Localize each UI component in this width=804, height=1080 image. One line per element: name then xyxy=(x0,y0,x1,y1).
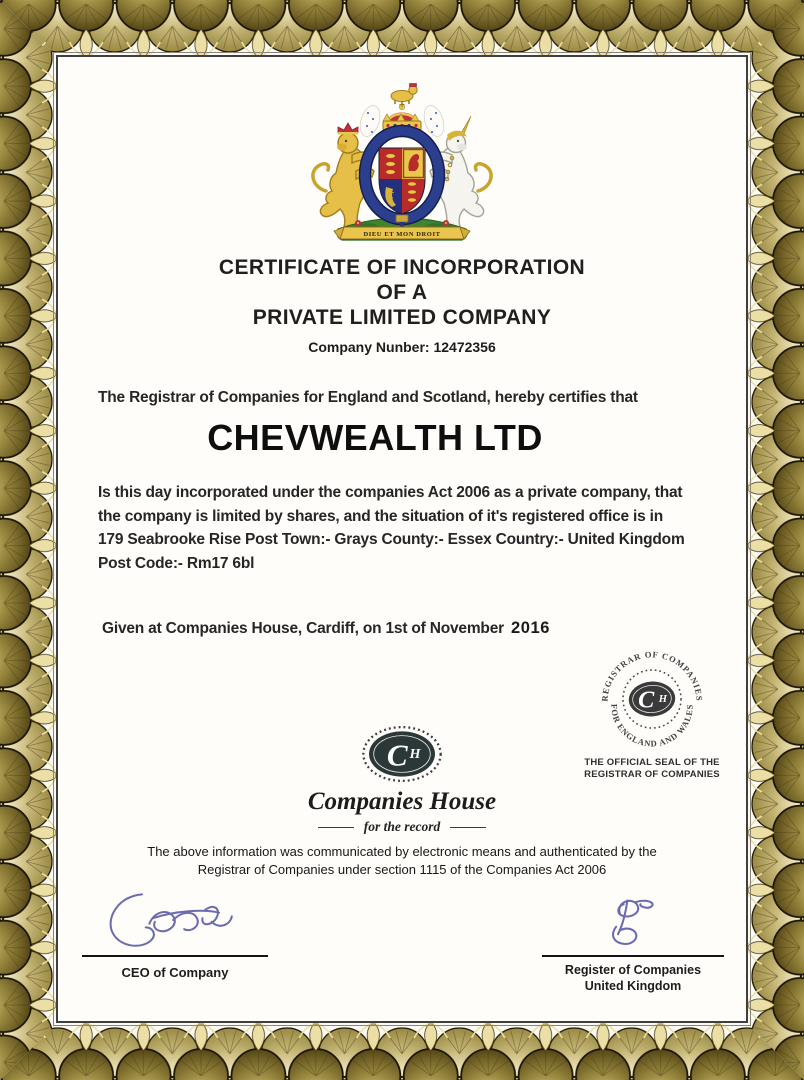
certificate-page xyxy=(56,55,748,1023)
tagline-text: for the record xyxy=(363,819,441,834)
company-name: CHEVWEALTH LTD xyxy=(207,417,543,458)
seal-monogram-h: H xyxy=(658,693,668,705)
companies-house-name: Companies House xyxy=(307,788,497,815)
logo-monogram-h: H xyxy=(409,745,421,762)
registrar-signature-block xyxy=(542,893,724,994)
logo-monogram-c: C xyxy=(386,737,408,773)
footer-line-1: The above information was communicated by electronic means and authenticated by the xyxy=(147,844,657,859)
given-year: 2016 xyxy=(510,619,551,637)
body-line-4: Post Code:- Rm17 6bl xyxy=(98,554,255,572)
garter-shield xyxy=(365,131,439,232)
tagline-dash-right xyxy=(450,827,486,828)
given-at-text: Given at Companies House, Cardiff, on 1st of November xyxy=(102,620,504,637)
title-line-1: CERTIFICATE OF INCORPORATION xyxy=(218,256,586,279)
motto-text: DIEU ET MON DROIT xyxy=(363,230,441,238)
body-line-2: the company is limited by shares, and the situation of it's registered office is in xyxy=(98,507,664,525)
incorporation-statement xyxy=(98,481,718,575)
registrar-signature xyxy=(591,893,675,953)
company-number: Company Nunber: 12472356 xyxy=(308,339,496,355)
ceo-signature-block xyxy=(82,887,268,981)
companies-house-logo xyxy=(58,721,746,835)
crest-lion xyxy=(391,84,417,106)
ceo-signature-line xyxy=(82,955,268,957)
companies-house-tagline xyxy=(58,819,746,835)
seal-arc-top: REGISTRAR OF COMPANIES xyxy=(599,649,705,702)
ceo-signature-label: CEO of Company xyxy=(121,965,229,980)
footer-line-2: Registrar of Companies under section 1115 of the Companies Act 2006 xyxy=(197,861,607,877)
royal-coat-of-arms xyxy=(286,71,518,249)
registrar-signature-label xyxy=(542,963,724,994)
ceo-signature xyxy=(100,887,250,953)
registrar-label-line2: United Kingdom xyxy=(584,978,682,993)
registrar-label-line1: Register of Companies xyxy=(564,963,702,977)
authentication-statement xyxy=(58,843,746,878)
seal-caption-line2: REGISTRAR OF COMPANIES xyxy=(584,768,720,780)
certificate-title xyxy=(58,255,746,330)
body-line-3: 179 Seabrooke Rise Post Town:- Grays County:- Essex Country:- United Kingdom xyxy=(98,531,685,548)
seal-caption-line1: THE OFFICIAL SEAL OF THE xyxy=(584,757,720,768)
certify-line: The Registrar of Companies for England and Scotland, hereby certifies that xyxy=(98,389,638,406)
tagline-dash-left xyxy=(318,827,354,828)
seal-monogram-c: C xyxy=(638,686,655,714)
title-line-3: PRIVATE LIMITED COMPANY xyxy=(252,306,552,329)
seal-arc-bottom: FOR ENGLAND AND WALES xyxy=(609,703,695,749)
given-at-line xyxy=(102,619,550,638)
companies-house-monogram-icon xyxy=(356,721,448,787)
registrar-signature-line xyxy=(542,955,724,957)
motto-banner xyxy=(334,227,470,239)
title-line-2: OF A xyxy=(376,281,428,304)
body-line-1: Is this day incorporated under the companies Act 2006 as a private company, that xyxy=(98,484,683,501)
